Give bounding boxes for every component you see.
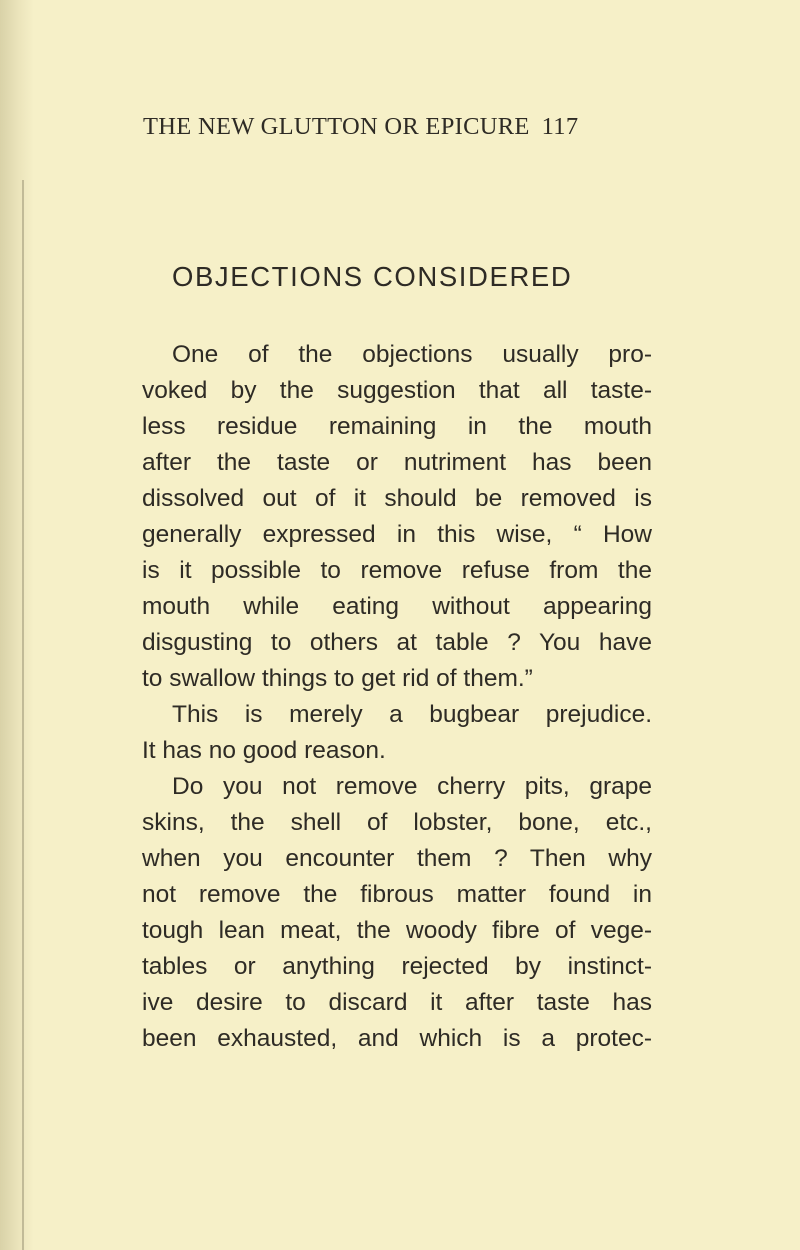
section-title: OBJECTIONS CONSIDERED bbox=[172, 261, 573, 292]
binding-edge-line bbox=[22, 180, 24, 1250]
text-line: skins, the shell of lobster, bone, etc., bbox=[142, 809, 652, 836]
running-head-title: THE NEW GLUTTON OR EPICURE bbox=[143, 113, 530, 140]
text-line: Do you not remove cherry pits, grape bbox=[172, 773, 652, 800]
text-line: after the taste or nutriment has been bbox=[142, 449, 652, 476]
text-line: when you encounter them ? Then why bbox=[142, 845, 652, 872]
page-gutter-shadow bbox=[0, 0, 34, 1250]
text-line: mouth while eating without appearing bbox=[142, 593, 652, 620]
text-line: disgusting to others at table ? You have bbox=[142, 629, 652, 656]
text-line: is it possible to remove refuse from the bbox=[142, 557, 652, 584]
running-head bbox=[143, 113, 663, 141]
text-line: not remove the fibrous matter found in bbox=[142, 881, 652, 908]
text-line: dissolved out of it should be removed is bbox=[142, 485, 652, 512]
text-line: voked by the suggestion that all taste- bbox=[142, 377, 652, 404]
text-line: generally expressed in this wise, “ How bbox=[142, 521, 652, 548]
body-text bbox=[142, 337, 652, 1057]
text-line: to swallow things to get rid of them.” bbox=[142, 665, 533, 692]
text-line: tables or anything rejected by instinct- bbox=[142, 953, 652, 980]
text-line: One of the objections usually pro- bbox=[172, 341, 652, 368]
page-number: 117 bbox=[541, 113, 579, 140]
text-line: tough lean meat, the woody fibre of vege- bbox=[142, 917, 652, 944]
text-line: been exhausted, and which is a protec- bbox=[142, 1025, 652, 1052]
text-line: This is merely a bugbear prejudice. bbox=[172, 701, 652, 728]
text-line: less residue remaining in the mouth bbox=[142, 413, 652, 440]
text-line: It has no good reason. bbox=[142, 737, 386, 764]
text-line: ive desire to discard it after taste has bbox=[142, 989, 652, 1016]
